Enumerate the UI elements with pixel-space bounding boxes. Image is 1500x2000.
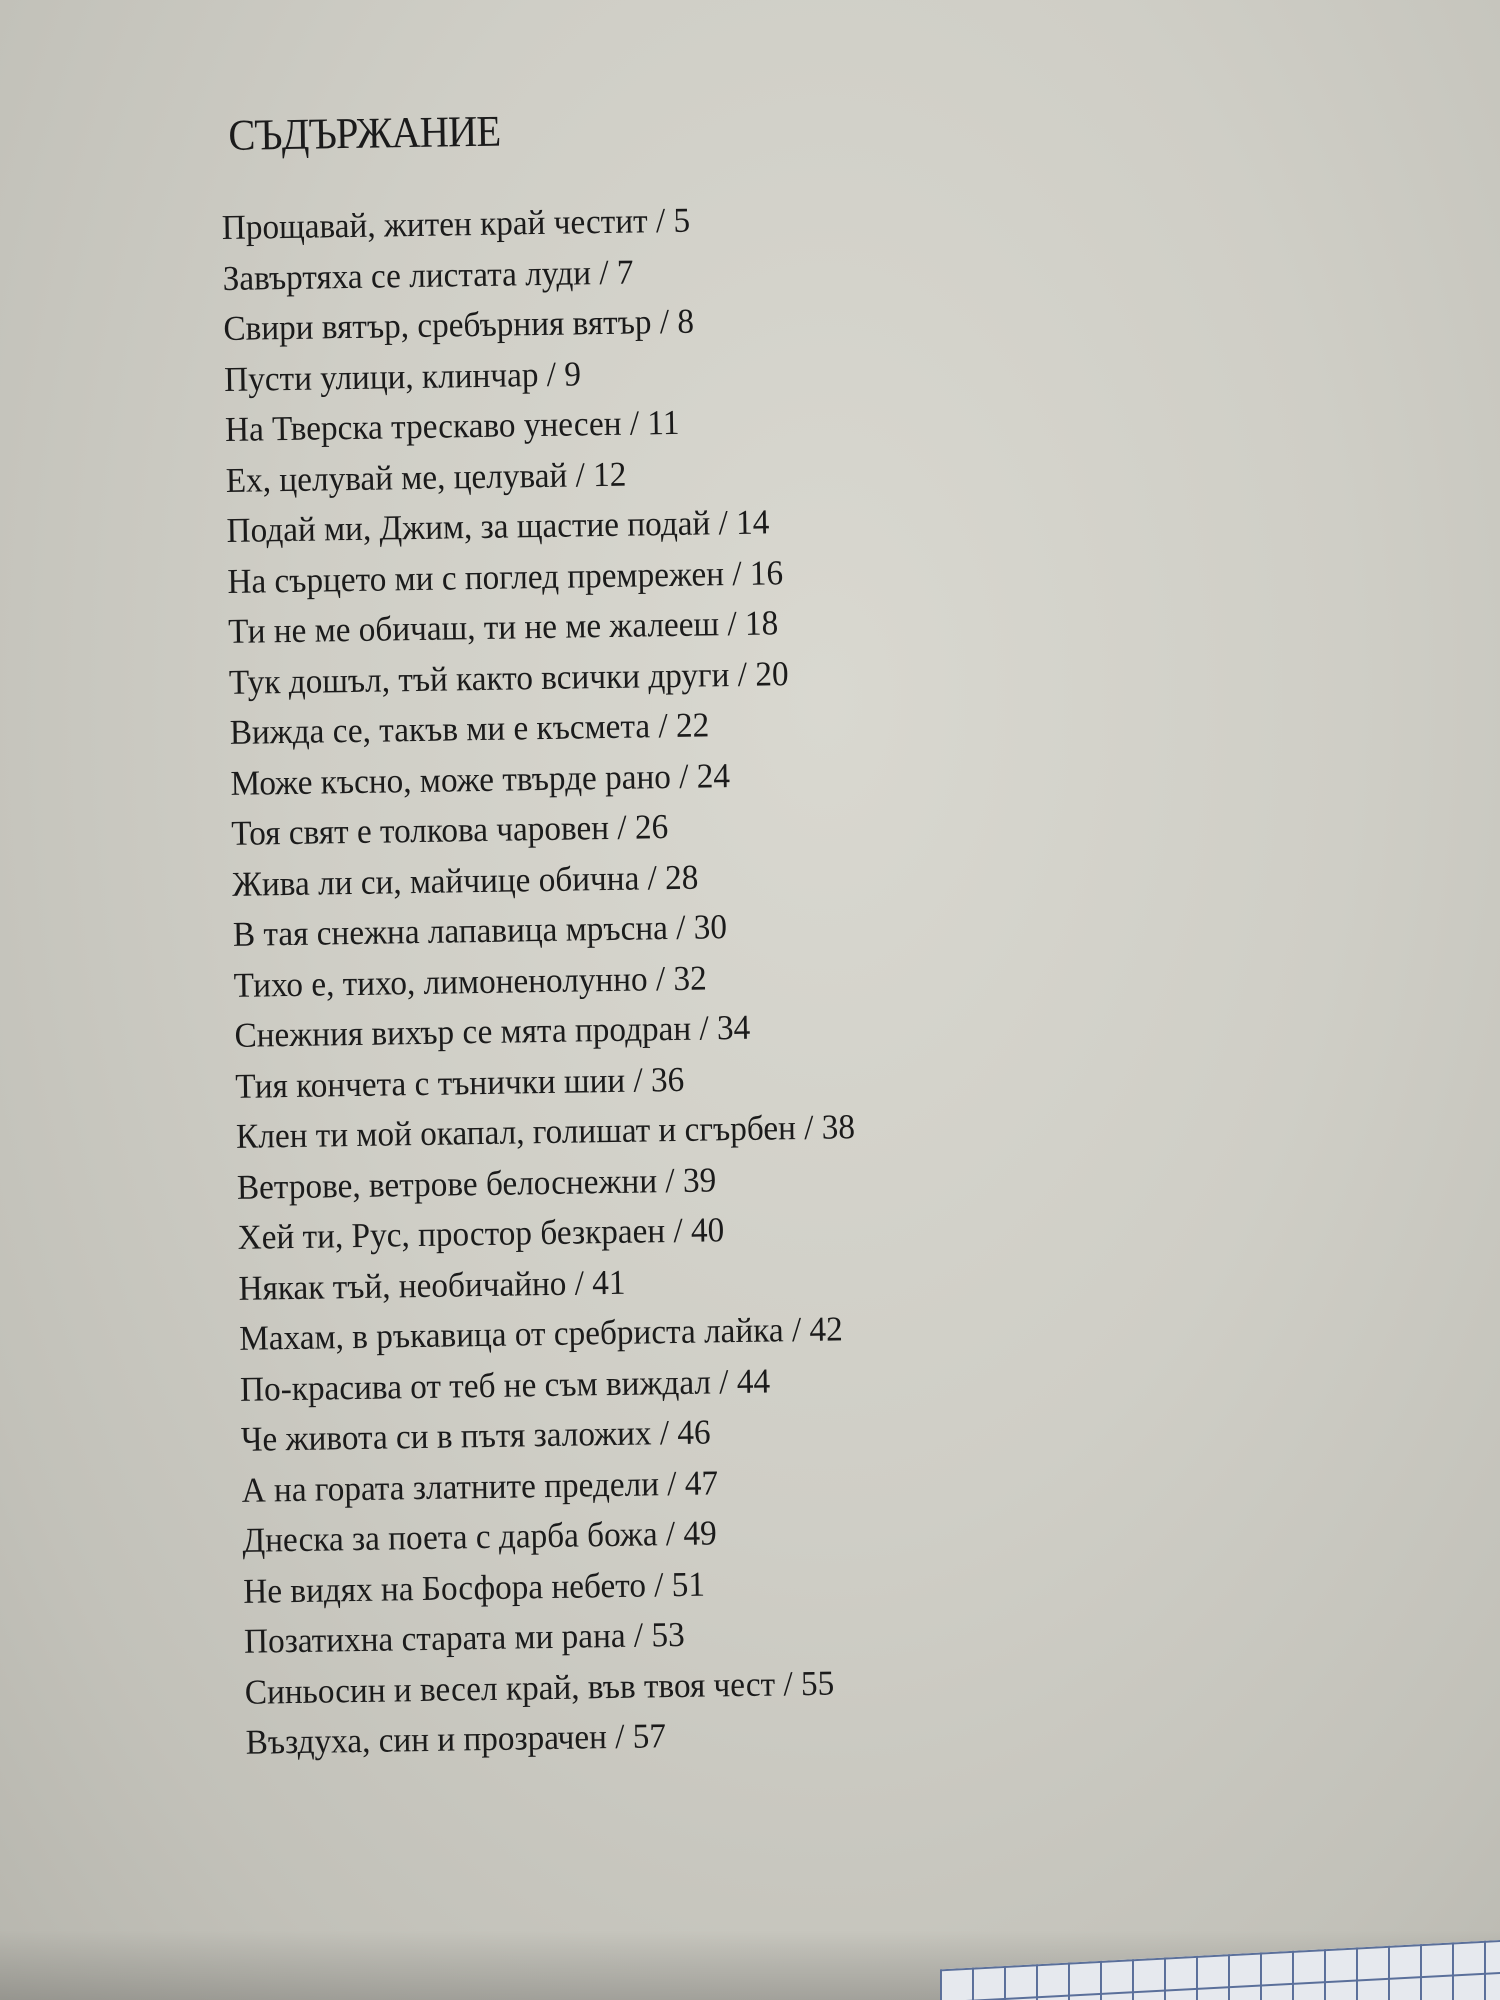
toc-entry: Жива ли си, майчице обична / 28 (231, 857, 699, 904)
page-title: СЪДЪРЖАНИЕ (228, 106, 501, 160)
toc-entry: Тия кончета с тънички шии / 36 (235, 1059, 685, 1106)
toc-list (221, 186, 1345, 1769)
toc-entry: По-красива от теб не съм виждал / 44 (239, 1361, 771, 1409)
toc-entry: Хей ти, Рус, простор безкраен / 40 (237, 1210, 725, 1257)
toc-entry: Не видях на Босфора небето / 51 (242, 1564, 706, 1611)
toc-entry: Тоя свят е толкова чаровен / 26 (231, 807, 669, 853)
toc-entry: Пусти улици, клинчар / 9 (223, 353, 582, 399)
toc-entry: На Тверска трескаво унесен / 11 (224, 402, 680, 449)
toc-entry: Ех, целувай ме, целувай / 12 (225, 454, 627, 500)
toc-entry: Махам, в ръкавица от сребриста лайка / 42 (238, 1309, 844, 1358)
toc-entry: Позатихна старата ми рана / 53 (243, 1614, 685, 1661)
toc-entry: Въздуха, син и прозрачен / 57 (245, 1716, 667, 1762)
toc-entry: Днеска за поета с дарба божа / 49 (242, 1513, 717, 1560)
toc-entry: Тихо е, тихо, лимоненолунно / 32 (233, 957, 708, 1005)
table-of-contents (220, 93, 1346, 1769)
toc-entry: Синьосин и весел край, във твоя чест / 55 (244, 1663, 835, 1712)
toc-entry: На сърцето ми с поглед премрежен / 16 (227, 552, 784, 601)
toc-entry: Свири вятър, сребърния вятър / 8 (223, 301, 695, 348)
toc-entry: Вижда се, такъв ми е късмета / 22 (229, 705, 710, 752)
toc-entry: В тая снежна лапавица мръсна / 30 (232, 907, 728, 954)
toc-entry: Клен ти мой окапал, голишат и сгърбен / 38 (235, 1107, 856, 1156)
toc-entry: Подай ми, Джим, за щастие подай / 14 (226, 502, 770, 550)
toc-entry: Ти не ме обичаш, ти не ме жалееш / 18 (227, 603, 779, 651)
toc-entry: Снежния вихър се мята продран / 34 (234, 1007, 751, 1055)
toc-entry: Завъртяха се листата луди / 7 (222, 252, 634, 298)
toc-entry: А на гората златните предели / 47 (241, 1462, 719, 1510)
toc-entry: Прощавай, житен край честит / 5 (221, 200, 691, 247)
toc-entry: Че живота си в пътя заложих / 46 (240, 1412, 711, 1459)
toc-entry: Може късно, може твърде рано / 24 (230, 755, 731, 803)
toc-entry: Тук дошъл, тъй както всички други / 20 (228, 653, 789, 702)
toc-entry: Някак тъй, необичайно / 41 (238, 1262, 626, 1308)
toc-entry: Ветрове, ветрове белоснежни / 39 (236, 1159, 717, 1207)
